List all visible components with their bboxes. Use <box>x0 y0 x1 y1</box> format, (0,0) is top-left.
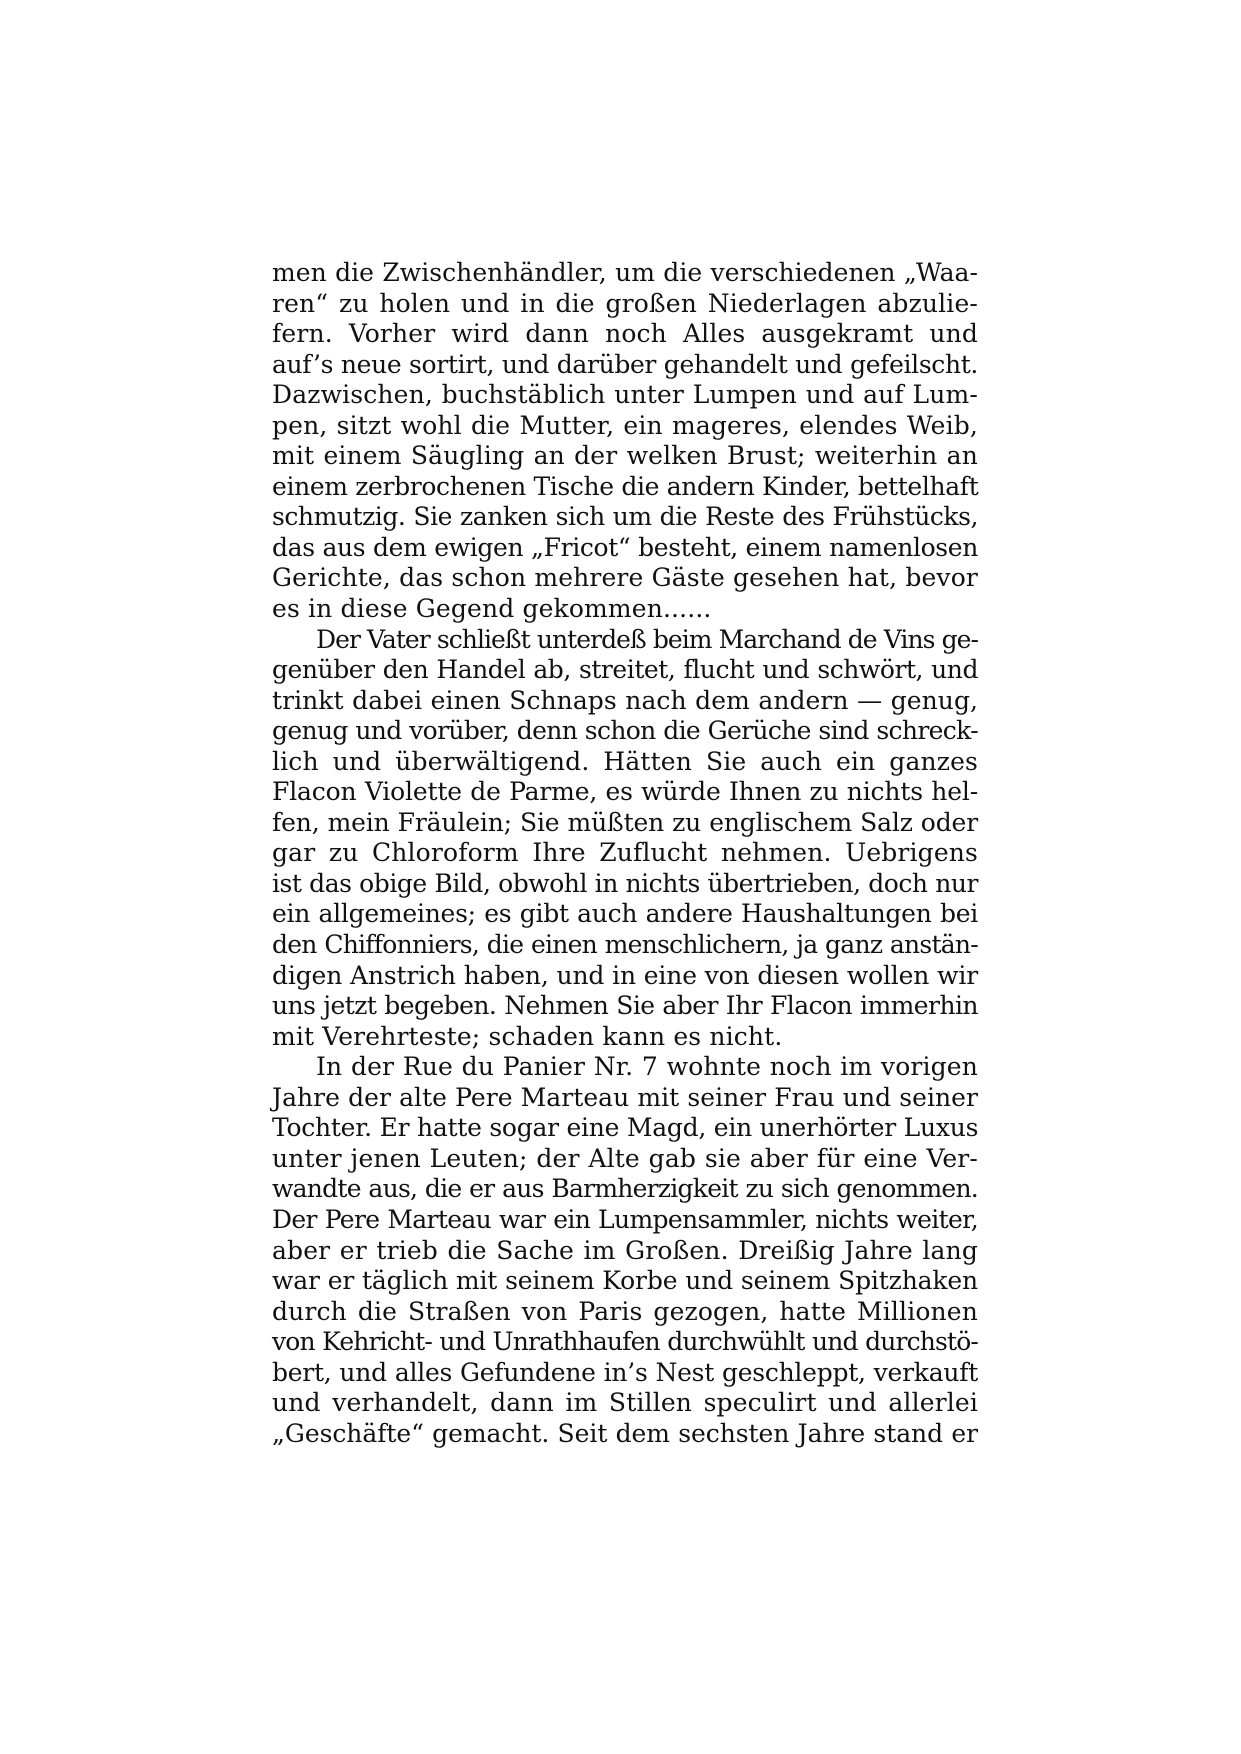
text-line: Der Pere Marteau war ein Lumpensammler, nichts weiter, <box>272 1204 978 1234</box>
text-line: pen, sitzt wohl die Mutter, ein mageres, elendes Weib, <box>272 410 978 440</box>
text-line: den Chiffonniers, die einen menschlichern, ja ganz anstän- <box>272 930 978 960</box>
text-line: genug und vorüber, denn schon die Gerüche sind schreck- <box>272 716 978 746</box>
text-line: unter jenen Leuten; der Alte gab sie aber für eine Ver- <box>272 1143 978 1173</box>
text-line: digen Anstrich haben, und in eine von diesen wollen wir <box>272 960 978 990</box>
text-line: von Kehricht- und Unrathhaufen durchwühlt und durchstö- <box>272 1327 978 1357</box>
text-line: bert, und alles Gefundene in’s Nest geschleppt, verkauft <box>272 1357 978 1387</box>
text-line: Gerichte, das schon mehrere Gäste gesehen hat, bevor <box>272 563 978 593</box>
text-line: fen, mein Fräulein; Sie müßten zu englischem Salz oder <box>272 807 978 837</box>
text-line: auf’s neue sortirt, und darüber gehandelt und gefeilscht. <box>272 349 978 379</box>
text-line: genüber den Handel ab, streitet, flucht und schwört, und <box>272 655 978 685</box>
text-line: men die Zwischenhändler, um die verschiedenen „Waa- <box>272 258 978 287</box>
text-line: ren“ zu holen und in die großen Niederlagen abzulie- <box>272 288 978 318</box>
text-line: Dazwischen, buchstäblich unter Lumpen und auf Lum- <box>272 380 978 410</box>
text-line: und verhandelt, dann im Stillen speculirt und allerlei <box>272 1388 978 1418</box>
text-line: das aus dem ewigen „Fricot“ besteht, einem namenlosen <box>272 532 978 562</box>
text-line: es in diese Gegend gekommen...... <box>272 594 712 624</box>
text-line: uns jetzt begeben. Nehmen Sie aber Ihr Flacon immerhin <box>272 991 978 1021</box>
text-line: Jahre der alte Pere Marteau mit seiner Frau und seiner <box>272 1082 978 1112</box>
text-line: ein allgemeines; es gibt auch andere Haushaltungen bei <box>272 899 978 929</box>
text-line: „Geschäfte“ gemacht. Seit dem sechsten Jahre stand er <box>272 1418 978 1448</box>
paragraph-start-line: Der Vater schließt unterdeß beim Marchand de Vins ge- <box>316 624 978 654</box>
text-line: aber er trieb die Sache im Großen. Dreißig Jahre lang <box>272 1235 978 1265</box>
text-line: Flacon Violette de Parme, es würde Ihnen zu nichts hel- <box>272 777 978 807</box>
paragraph-start-line: In der Rue du Panier Nr. 7 wohnte noch im vorigen <box>316 1052 978 1082</box>
text-line: war er täglich mit seinem Korbe und seinem Spitzhaken <box>272 1266 978 1296</box>
text-line: schmutzig. Sie zanken sich um die Reste des Frühstücks, <box>272 502 978 532</box>
text-line: fern. Vorher wird dann noch Alles ausgekramt und <box>272 319 978 349</box>
text-line: ist das obige Bild, obwohl in nichts übertrieben, doch nur <box>272 868 978 898</box>
text-line: wandte aus, die er aus Barmherzigkeit zu sich genommen. <box>272 1174 978 1204</box>
text-line: Tochter. Er hatte sogar eine Magd, ein unerhörter Luxus <box>272 1113 979 1143</box>
text-line: trinkt dabei einen Schnaps nach dem andern — genug, <box>272 685 978 715</box>
text-line: mit einem Säugling an der welken Brust; weiterhin an <box>272 441 978 471</box>
body-text <box>272 258 978 1449</box>
text-line: einem zerbrochenen Tische die andern Kinder, bettelhaft <box>272 471 979 501</box>
text-line: durch die Straßen von Paris gezogen, hatte Millionen <box>272 1296 978 1326</box>
text-line: gar zu Chloroform Ihre Zuflucht nehmen. Uebrigens <box>272 838 978 868</box>
text-line: lich und überwältigend. Hätten Sie auch ein ganzes <box>272 746 978 776</box>
text-line: mit Verehrteste; schaden kann es nicht. <box>272 1021 783 1051</box>
